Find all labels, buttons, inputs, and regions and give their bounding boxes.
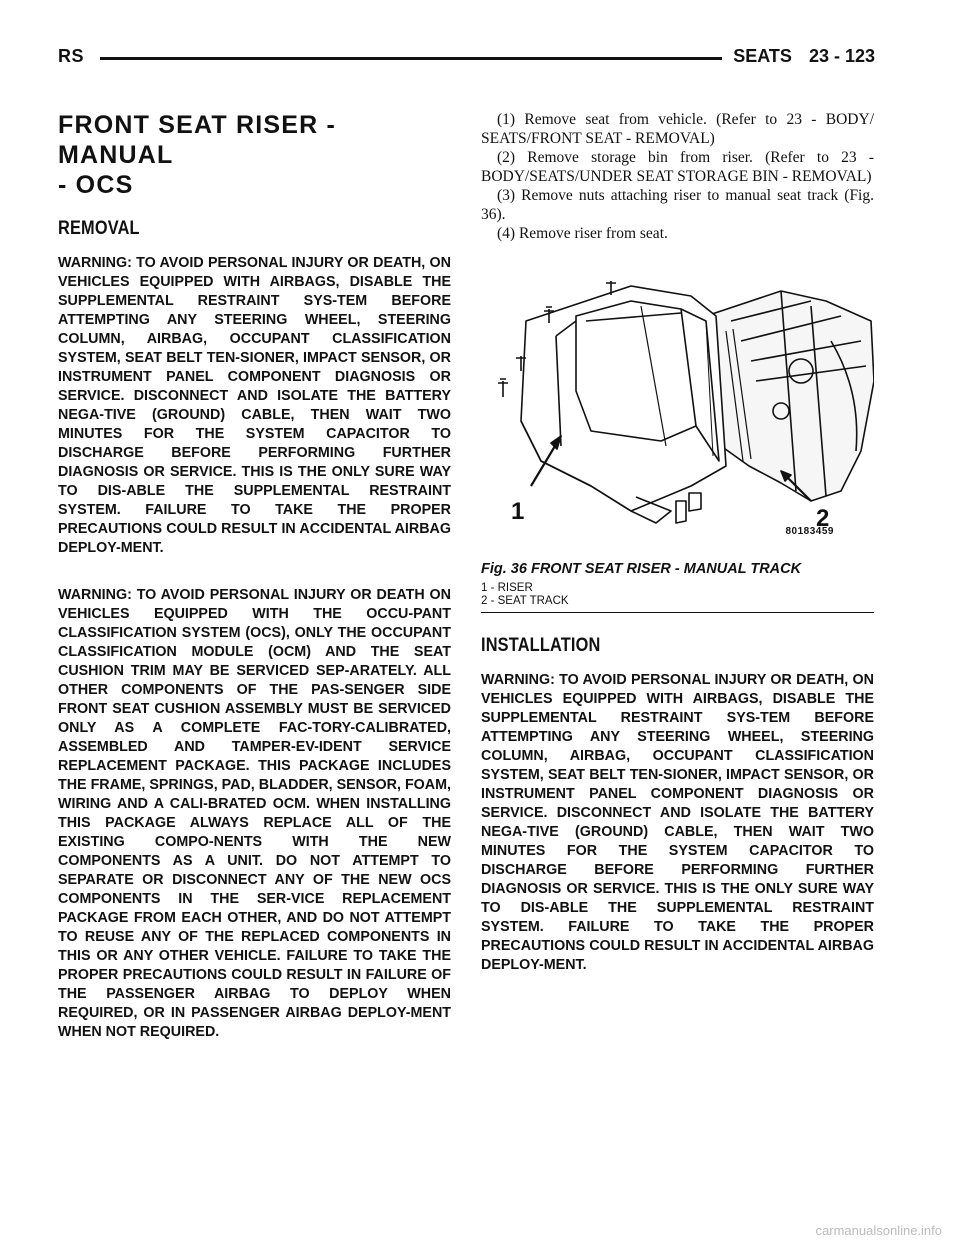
figure-36 [481,261,874,561]
legend-item-riser: 1 - RISER [481,582,533,594]
removal-warning-ocs: WARNING: TO AVOID PERSONAL INJURY OR DEATH ON VEHICLES EQUIPPED WITH THE OCCU-PANT CLASSIFICATION SYSTEM (OCS), ONLY THE OCCUPANT CLASSIFICATION MODULE (OCM) AND THE SEAT CUSHION TRIM MAY BE SERVICED SEP-ARATELY. ALL OTHER COMPONENTS OF THE PAS-SENGER SIDE FRONT SEAT CUSHION ASSEMBLY MUST BE SERVICED ONLY AS A COMPLETE FAC-TORY-CALIBRATED, ASSEMBLED AND TAMPER-EV-IDENT SERVICE REPLACEMENT PACKAGE. THIS PACKAGE INCLUDES THE FRAME, SPRINGS, PAD, BLADDER, SENSOR, FOAM, WIRING AND A CALI-BRATED OCM. WHEN INSTALLING THIS PACKAGE ALWAYS REPLACE ALL OF THE EXISTING COMPO-NENTS WITH THE NEW COMPONENTS AS A UNIT. DO NOT ATTEMPT TO SEPARATE OR DISCONNECT ANY OF THE NEW OCS COMPONENTS IN THE SER-VICE REPLACEMENT PACKAGE FROM EACH OTHER, AND DO NOT ATTEMPT TO REUSE ANY OF THE REPLACED COMPONENTS IN THIS OR ANY OTHER VEHICLE. FAILURE TO TAKE THE PROPER PRECAUTIONS COULD RESULT IN FAILURE OF THE PASSENGER AIRBAG TO DEPLOY WHEN REQUIRED, OR IN PASSENGER AIRBAG DEPLOY-MENT WHEN NOT REQUIRED. [58,587,451,1040]
removal-step-4: (4) Remove riser from seat. [497,225,668,242]
footer-watermark: carmanualsonline.info [815,1223,942,1238]
installation-warning: WARNING: TO AVOID PERSONAL INJURY OR DEATH, ON VEHICLES EQUIPPED WITH AIRBAGS, DISABLE THE SUPPLEMENTAL RESTRAINT SYS-TEM BEFORE ATTEMPTING ANY STEERING WHEEL, STEERING COLUMN, AIRBAG, OCCUPANT CLASSIFICATION SYSTEM, SEAT BELT TEN-SIONER, IMPACT SENSOR, OR INSTRUMENT PANEL COMPONENT DIAGNOSIS OR SERVICE. DISCONNECT AND ISOLATE THE BATTERY NEGA-TIVE (GROUND) CABLE, THEN WAIT TWO MINUTES FOR THE SYSTEM CAPACITOR TO DISCHARGE BEFORE PERFORMING FURTHER DIAGNOSIS OR SERVICE. THIS IS THE ONLY SURE WAY TO DIS-ABLE THE SUPPLEMENTAL RESTRAINT SYSTEM. FAILURE TO TAKE THE PROPER PRECAUTIONS COULD RESULT IN ACCIDENTAL AIRBAG DEPLOY-MENT. [481,672,874,973]
removal-step-2: (2) Remove storage bin from riser. (Refer to 23 - BODY/SEATS/UNDER SEAT STORAGE BIN - REMOVAL) [481,149,874,185]
callout-1: 1 [511,498,525,525]
figure-code: 80183459 [785,526,834,537]
removal-step-1: (1) Remove seat from vehicle. (Refer to 23 - BODY/ SEATS/FRONT SEAT - REMOVAL) [481,111,874,147]
title-line-1: FRONT SEAT RISER - MANUAL [58,111,337,169]
header-section: SEATS [733,46,792,66]
installation-section [481,635,874,975]
legend-item-seat-track: 2 - SEAT TRACK [481,595,569,607]
removal-warning-airbag: WARNING: TO AVOID PERSONAL INJURY OR DEATH, ON VEHICLES EQUIPPED WITH AIRBAGS, DISABLE THE SUPPLEMENTAL RESTRAINT SYS-TEM BEFORE ATTEMPTING ANY STEERING WHEEL, STEERING COLUMN, AIRBAG, OCCUPANT CLASSIFICATION SYSTEM, SEAT BELT TEN-SIONER, IMPACT SENSOR, OR INSTRUMENT PANEL COMPONENT DIAGNOSIS OR SERVICE. DISCONNECT AND ISOLATE THE BATTERY NEGA-TIVE (GROUND) CABLE, THEN WAIT TWO MINUTES FOR THE SYSTEM CAPACITOR TO DISCHARGE BEFORE PERFORMING FURTHER DIAGNOSIS OR SERVICE. THIS IS THE ONLY SURE WAY TO DIS-ABLE THE SUPPLEMENTAL RESTRAINT SYSTEM. FAILURE TO TAKE THE PROPER PRECAUTIONS COULD RESULT IN ACCIDENTAL AIRBAG DEPLOY-MENT. [58,255,451,556]
callout-2: 2 [816,505,830,532]
header-page-number: 23 - 123 [808,46,875,66]
removal-heading: REMOVAL [58,218,140,239]
right-column [481,110,874,1003]
figure-caption: Fig. 36 FRONT SEAT RISER - MANUAL TRACK [481,561,802,577]
page-title [58,110,451,200]
figure-legend [481,582,874,613]
title-line-2: - OCS [58,171,134,199]
header-right [721,46,875,67]
header-model: RS [58,46,85,66]
installation-heading: INSTALLATION [481,635,601,656]
header-rule [100,57,722,60]
removal-step-3: (3) Remove nuts attaching riser to manual seat track (Fig. 36). [481,187,874,223]
seat-riser-illustration [481,261,874,561]
left-column [58,110,451,1070]
